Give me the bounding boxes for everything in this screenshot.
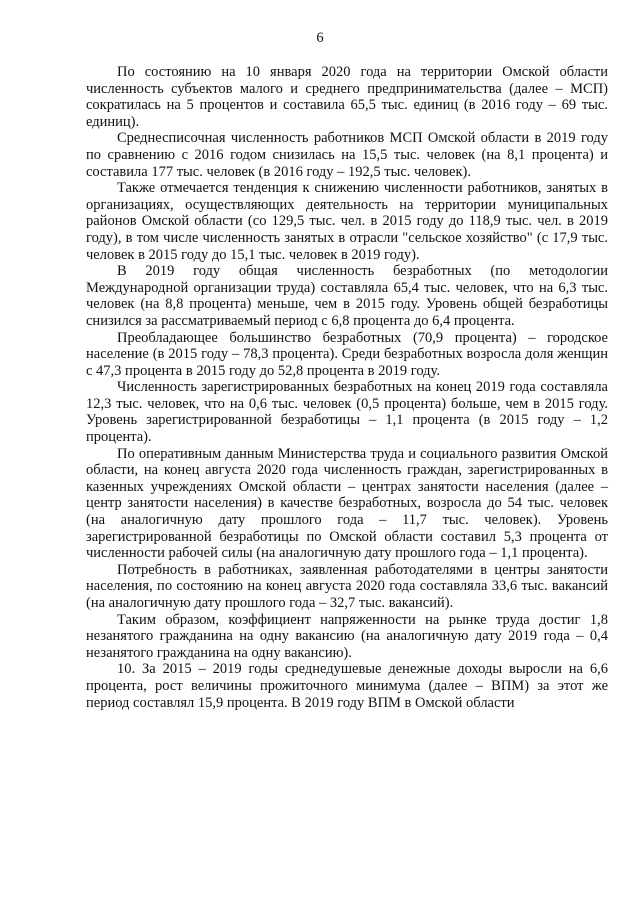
paragraph-tension-coefficient: Таким образом, коэффициент напряженности на рынке труда достиг 1,8 незанятого гражданина на одну вакансию (на аналогичную дату 2019 года – 0,4 незанятого гражданина на одну вакансию).	[86, 611, 608, 661]
paragraph-vacancies: Потребность в работниках, заявленная работодателями в центры занятости населения, по состоянию на конец августа 2020 года составляла 33,6 тыс. вакансий (на аналогичную дату прошлого года – 32,7 тыс. вакансий).	[86, 561, 608, 611]
paragraph-smb-employees: Среднесписочная численность работников МСП Омской области в 2019 году по сравнению с 2016 годом снизилась на 15,5 тыс. человек (на 8,1 процента) и составила 177 тыс. человек (в 2016 году – 192,5 тыс. человек).	[86, 130, 608, 180]
paragraph-operational-data: По оперативным данным Министерства труда и социального развития Омской области, на конец августа 2020 года численность граждан, зарегистрированных в казенных учреждениях Омской области – центрах занятости населения (далее – центр занятости населения) в качестве безработных, возросла до 54 тыс. человек (на аналогичную дату прошлого года – 11,7 тыс. человек). Уровень зарегистрированной безработицы по Омской области составил 5,3 процента от численности рабочей силы (на аналогичную дату прошлого года – 1,1 процента).	[86, 445, 608, 562]
paragraph-smb-count: По состоянию на 10 января 2020 года на территории Омской области численность субъектов малого и среднего предпринимательства (далее – МСП) сократилась на 5 процентов и составила 65,5 тыс. единиц (в 2016 году – 69 тыс. единиц).	[86, 64, 608, 130]
page-number: 6	[316, 30, 324, 46]
paragraph-unemployed-structure: Преобладающее большинство безработных (70,9 процента) – городское население (в 2015 году – 78,3 процента). Среди безработных возросла доля женщин с 47,3 процента в 2015 году до 52,8 процента в 2019 году.	[86, 329, 608, 379]
paragraph-municipal-employment: Также отмечается тенденция к снижению численности работников, занятых в организациях, осуществляющих деятельность на территории муниципальных районов Омской области (со 129,5 тыс. чел. в 2015 году до 118,9 тыс. чел. в 2019 году), в том числе численность занятых в отрасли "сельское хозяйство" (с 17,9 тыс. человек в 2015 году до 15,1 тыс. человек в 2019 году).	[86, 180, 608, 263]
paragraph-registered-unemployed: Численность зарегистрированных безработных на конец 2019 года составляла 12,3 тыс. человек, что на 0,6 тыс. человек (0,5 процента) больше, чем в 2015 году. Уровень зарегистрированной безработицы – 1,1 процента (в 2015 году – 1,2 процента).	[86, 379, 608, 446]
paragraph-total-unemployment: В 2019 году общая численность безработных (по методологии Международной организации труда) составляла 65,4 тыс. человек, что на 6,3 тыс. человек (на 8,8 процента) меньше, чем в 2015 году. Уровень общей безработицы снизился за рассматриваемый период с 6,8 процента до 6,4 процента.	[86, 263, 608, 329]
document-body	[86, 64, 608, 711]
paragraph-incomes: 10. За 2015 – 2019 годы среднедушевые денежные доходы выросли на 6,6 процента, рост величины прожиточного минимума (далее – ВПМ) за этот же период составлял 15,9 процента. В 2019 году ВПМ в Омской области	[86, 661, 608, 711]
